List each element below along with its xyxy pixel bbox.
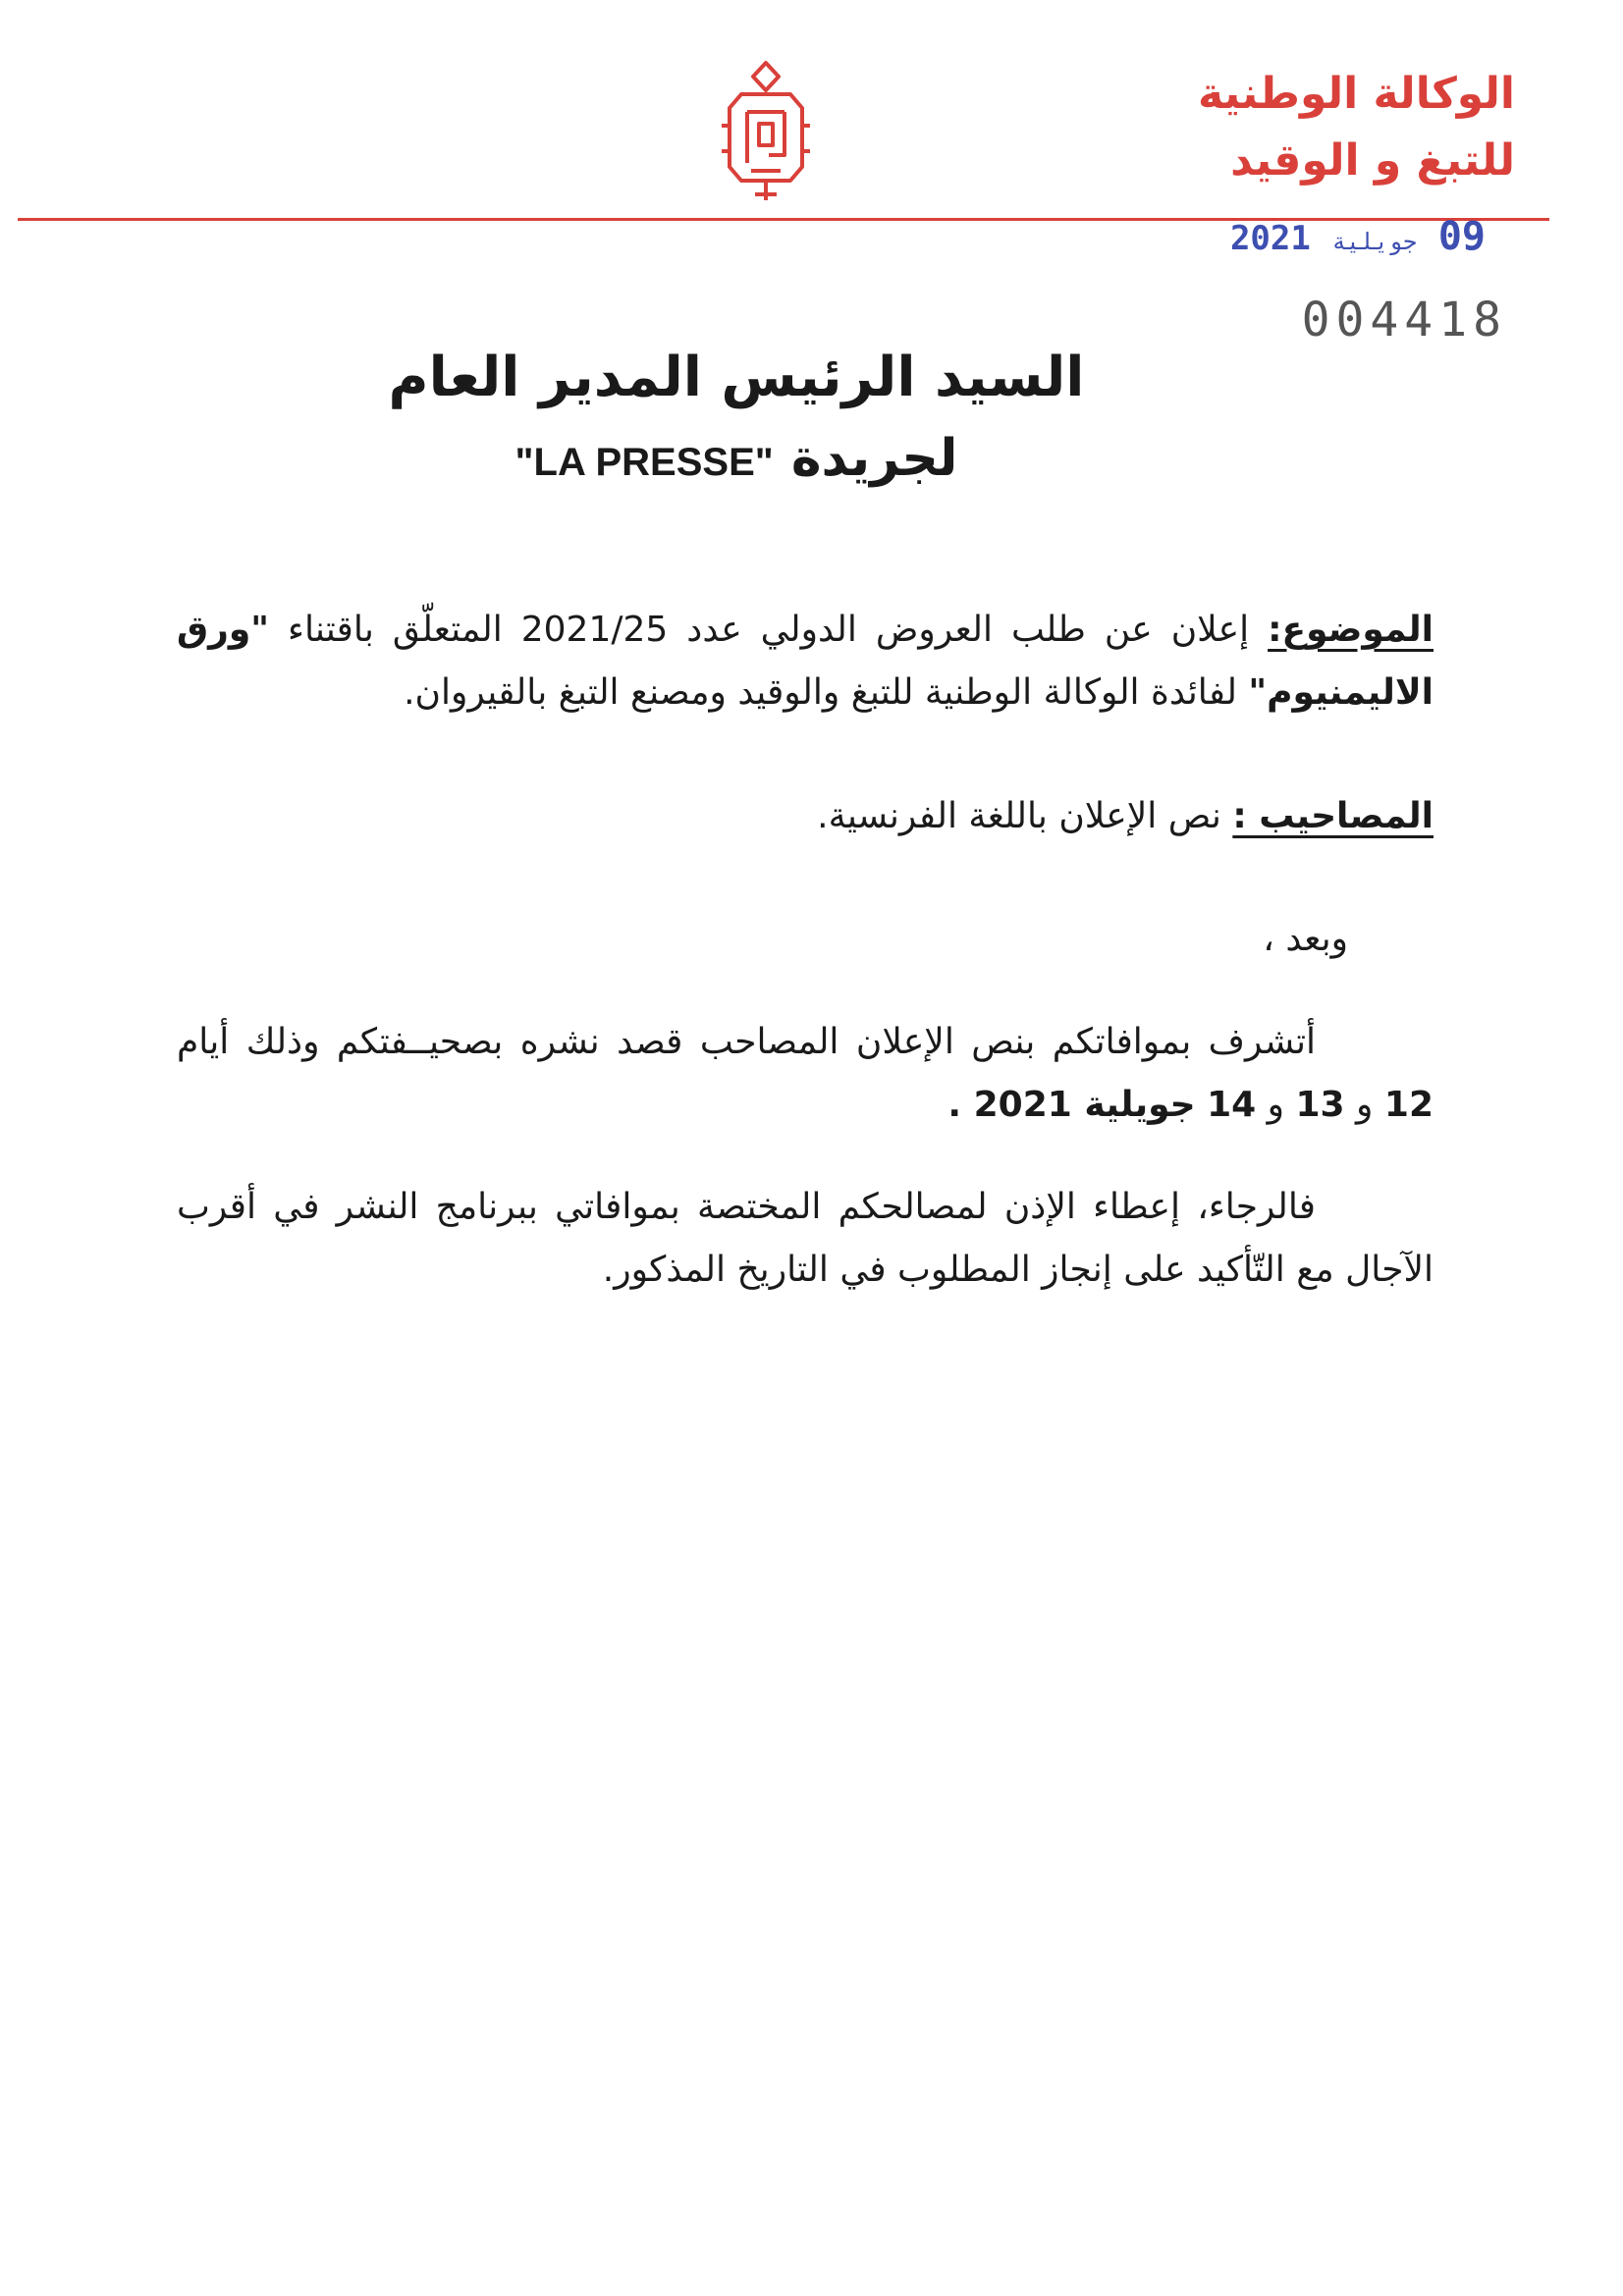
addressee-title: السيد الرئيس المدير العام xyxy=(388,346,1085,409)
date-and-1: و xyxy=(1356,1085,1374,1125)
agency-calligraphy-logo-icon xyxy=(712,57,820,204)
reference-number: 004418 xyxy=(1301,293,1507,347)
attachment-label: المصاحيب : xyxy=(1232,796,1434,836)
date-day-1: 12 xyxy=(1383,1085,1434,1125)
subject-paragraph xyxy=(177,599,1434,724)
stamp-day: 09 xyxy=(1437,214,1486,259)
addressee-newspaper-line xyxy=(373,417,1100,504)
stamp-year: 2021 xyxy=(1229,219,1311,258)
date-month-year: جويلية 2021 . xyxy=(947,1085,1196,1125)
paragraph1-text: أتشرف بموافاتكم بنص الإعلان المصاحب قصد نشره بصحيــفتكم وذلك أيام xyxy=(177,1022,1316,1062)
publication-request-paragraph xyxy=(177,1011,1434,1137)
date-day-3: 14 xyxy=(1207,1085,1257,1125)
organization-name xyxy=(1103,61,1515,194)
subject-text-2: لفائدة الوكالة الوطنية للتبغ والوقيد ومصنع التبغ بالقيروان. xyxy=(404,672,1237,713)
date-day-2: 13 xyxy=(1295,1085,1345,1125)
subject-text-1: إعلان عن طلب العروض الدولي عدد 2021/25 المتعلّق باقتناء xyxy=(288,610,1250,650)
date-stamp xyxy=(1230,214,1486,259)
subject-label: الموضوع: xyxy=(1268,610,1434,650)
attachment-line xyxy=(177,785,1434,848)
greeting: وبعد ، xyxy=(1263,919,1348,959)
stamp-month: جويلية xyxy=(1331,228,1418,255)
subject-item: "ورق الاليمنيوم" xyxy=(177,610,1434,713)
addressee-block xyxy=(373,339,1100,504)
addressee-prefix: لجريدة xyxy=(790,429,958,488)
closing-paragraph xyxy=(177,1176,1434,1302)
date-and-2: و xyxy=(1267,1085,1285,1125)
organization-name-line2: للتبغ و الوقيد xyxy=(1230,135,1515,186)
newspaper-name: "LA PRESSE" xyxy=(514,441,774,484)
organization-name-line1: الوكالة الوطنية xyxy=(1197,69,1515,119)
attachment-text: نص الإعلان باللغة الفرنسية. xyxy=(817,796,1221,836)
paragraph2-text: فالرجاء، إعطاء الإذن لمصالحكم المختصة بموافاتي ببرنامج النشر في أقرب الآجال مع التّأكيد على إنجاز المطلوب في التاريخ المذكور. xyxy=(177,1187,1434,1290)
